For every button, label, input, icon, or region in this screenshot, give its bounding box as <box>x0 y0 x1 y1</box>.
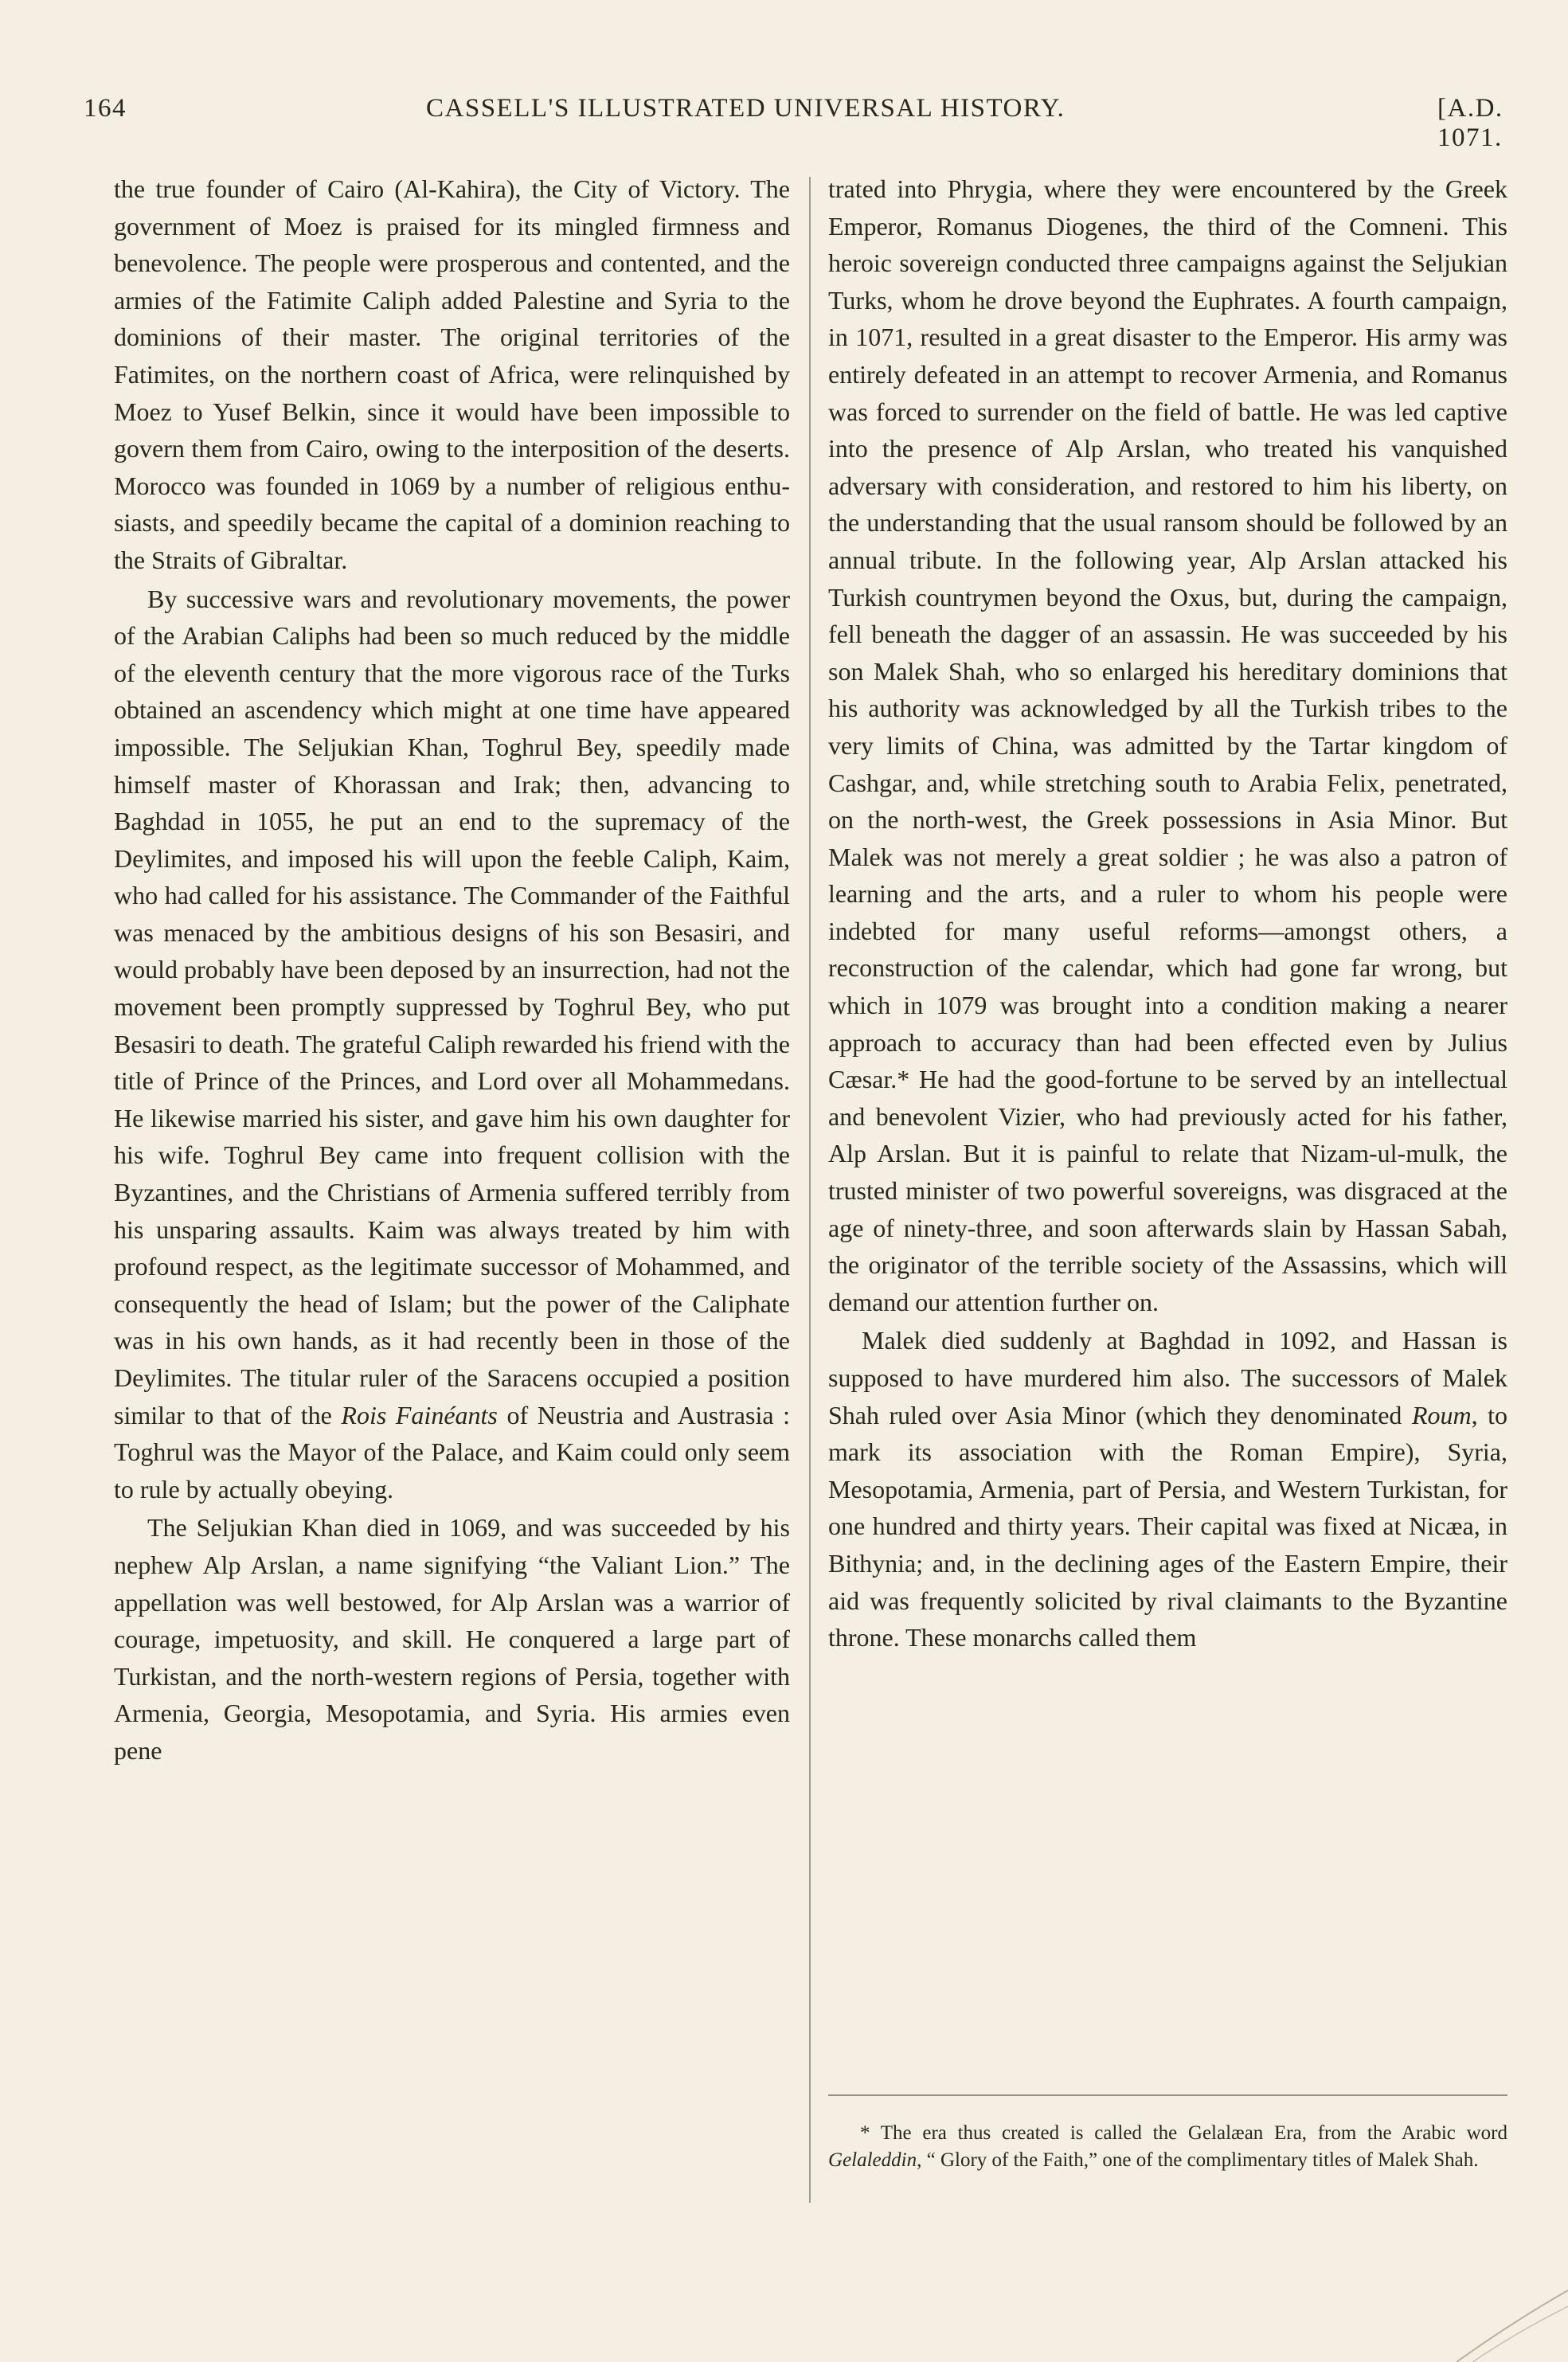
left-paragraph-2-text-b: of Neustria and Austrasia : Toghrul was the Mayor of the Palace, and Kaim could only seem to rule by actually obeying. <box>114 1400 791 1504</box>
right-paragraph-2-text-a: Malek died suddenly at Baghdad in 1092, and Hassan is supposed to have murdered him also. The successors of Malek Shah ruled over Asia Minor (which they denominated <box>828 1326 1507 1429</box>
right-column <box>828 170 1507 1656</box>
left-column <box>114 170 790 1770</box>
footnote-rule <box>828 2094 1507 2096</box>
left-paragraph-3: The Seljukian Khan died in 1069, and was succeeded by his nephew Alp Arslan, a name signifying “the Valiant Lion.” The appellation was well bestowed, for Alp Arslan was a warrior of courage, impetuosity, and skill. He conquered a large part of Turkistan, and the north-western regions of Persia, together with Armenia, Georgia, Mesopotamia, and Syria. His armies even pene <box>114 1513 790 1765</box>
right-paragraph-2-text-b: , to mark its association with the Roman Empire), Syria, Mesopotamia, Armenia, part of Persia, and Western Turkistan, for one hundred and thirty years. Their capital was fixed at Nicæa, in Bithynia; and, in the declining ages of the Eastern Empire, their aid was frequently solicited by rival claimants to the Byzantine throne. These monarchs called them <box>828 1400 1508 1652</box>
right-paragraph-2-italic: Roum <box>1411 1400 1472 1429</box>
left-paragraph-1: the true founder of Cairo (Al-Kahira), the City of Victory. The government of Moez is praised for its mingled firmness and benevolence. The people were prosperous and contented, and the armies of the Fatimite Caliph added Palestine and Syria to the dominions of their master. The original territories of the Fatimites, on the northern coast of Africa, were relinquished by Moez to Yusef Belkin, since it would have been impossible to govern them from Cairo, owing to the interposition of the deserts. Morocco was founded in 1069 by a number of religious enthusiasts, and speedily became the capital of a dominion reaching to the Straits of Gibraltar. <box>114 174 790 574</box>
page-curl-mark <box>1457 2274 1568 2362</box>
book-title: CASSELL'S ILLUSTRATED UNIVERSAL HISTORY. <box>426 94 1066 123</box>
footnote <box>828 2120 1507 2174</box>
footnote-italic: Gelaleddin <box>828 2149 917 2171</box>
page-number: 164 <box>84 94 127 123</box>
left-paragraph-2-text-a: By successive wars and revolutionary movements, the power of the Arabian Caliphs had been so much reduced by the middle of the eleventh century that the more vigorous race of the Turks obtained an ascendency which might at one time have appeared impossible. The Seljukian Khan, Toghrul Bey, speedily made himself master of Khorassan and Irak; then, advancing to Baghdad in 1055, he put an end to the supremacy of the Deylimites, and imposed his will upon the feeble Caliph, Kaim, who had called for his assistance. The Commander of the Faithful was menaced by the ambitious designs of his son Besasiri, and would probably have been deposed by an insurrection, had not the movement been promptly suppressed by Toghrul Bey, who put Besasiri to death. The grateful Caliph rewarded his friend with the title of Prince of the Princes, and Lord over all Mohammedans. He likewise married his sister, and gave him his own daughter for his wife. Toghrul Bey came into frequent collision with the Byzantines, and the Christians of Armenia suffered terribly from his unsparing assaults. Kaim was always treated by him with profound respect, as the legitimate successor of Mohammed, and consequently the head of Islam; but the power of the Caliphate was in his own hands, as it had recently been in those of the Deylimites. The titular ruler of the Saracens occupied a position similar to that of the <box>114 584 790 1429</box>
left-paragraph-2 <box>114 581 790 1508</box>
right-paragraph-1: trated into Phrygia, where they were encountered by the Greek Emperor, Romanus Diogenes, the third of the Comneni. This heroic sovereign conducted three campaigns against the Seljukian Turks, whom he drove beyond the Euphrates. A fourth campaign, in 1071, resulted in a great disaster to the Emperor. His army was entirely defeated in an attempt to recover Armenia, and Romanus was forced to surrender on the field of battle. He was led captive into the presence of Alp Arslan, who treated his vanquished adversary with consideration, and restored to him his liberty, on the understanding that the usual ransom should be followed by an annual tribute. In the following year, Alp Arslan attacked his Turkish countrymen beyond the Oxus, but, during the campaign, fell beneath the dagger of an assassin. He was succeeded by his son Malek Shah, who so enlarged his hereditary dominions that his authority was acknowledged by all the Turkish tribes to the very limits of China, was admitted by the Tartar kingdom of Cashgar, and, while stretching south to Arabia Felix, penetrated, on the north-west, the Greek possessions in Asia Minor. But Malek was not merely a great soldier ; he was also a patron of learning and the arts, and a ruler to whom his people were indebted for many useful reforms—amongst others, a reconstruction of the calendar, which had gone far wrong, but which in 1079 was brought into a condition making a nearer approach to accuracy than had been effected even by Julius Cæsar.* He had the good-fortune to be served by an intellectual and benevolent Vizier, who had previously acted for his father, Alp Arslan. But it is painful to relate that Nizam-ul-mulk, the trusted minister of two powerful sovereigns, was disgraced at the age of ninety-three, and soon afterwards slain by Hassan Sabah, the originator of the terrible society of the Assassins, which will demand our attention further on. <box>828 174 1507 1316</box>
footnote-text-b: , “ Glory of the Faith,” one of the complimentary titles of Malek Shah. <box>917 2149 1479 2171</box>
right-paragraph-2 <box>828 1322 1507 1656</box>
running-header <box>84 94 1568 152</box>
left-paragraph-2-italic: Rois Fainéants <box>341 1400 498 1429</box>
footnote-text-a: * The era thus created is called the Gelalæan Era, from the Arabic word <box>860 2122 1507 2144</box>
column-divider <box>809 177 811 2203</box>
header-date: [A.D. 1071. <box>1437 94 1503 152</box>
